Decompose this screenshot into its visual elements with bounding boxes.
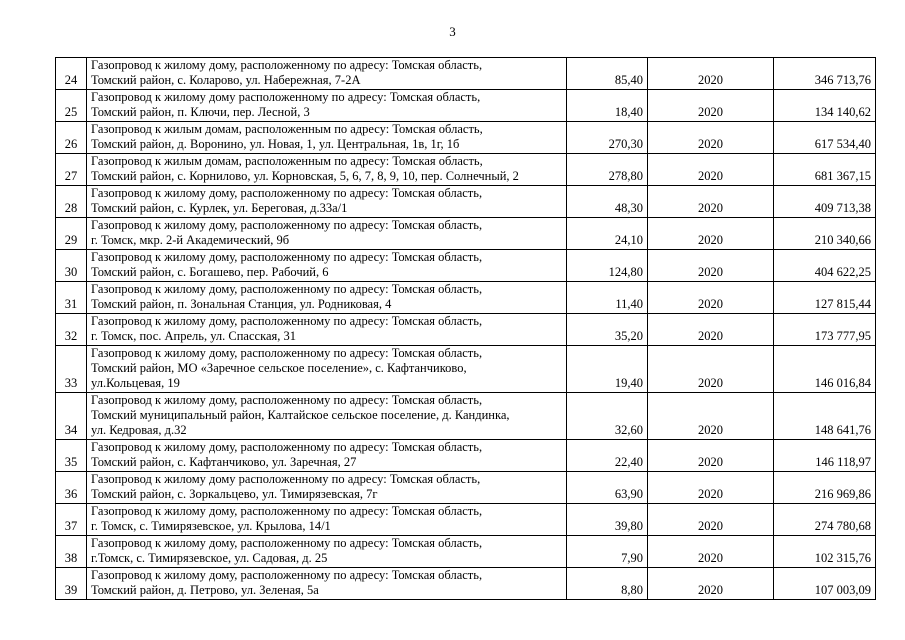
row-number: 27 bbox=[56, 154, 87, 186]
cost-value: 102 315,76 bbox=[774, 536, 876, 568]
row-number: 39 bbox=[56, 568, 87, 600]
cost-value: 173 777,95 bbox=[774, 314, 876, 346]
table-row bbox=[56, 536, 876, 568]
object-name: Газопровод к жилому дому расположенному по адресу: Томская область, Томский район, п. Ключи, пер. Лесной, 3 bbox=[87, 90, 567, 122]
year-value: 2020 bbox=[648, 58, 774, 90]
row-number: 25 bbox=[56, 90, 87, 122]
cost-value: 146 118,97 bbox=[774, 440, 876, 472]
length-value: 32,60 bbox=[567, 393, 648, 440]
year-value: 2020 bbox=[648, 186, 774, 218]
length-value: 19,40 bbox=[567, 346, 648, 393]
row-number: 34 bbox=[56, 393, 87, 440]
property-table bbox=[55, 57, 876, 600]
row-number: 24 bbox=[56, 58, 87, 90]
year-value: 2020 bbox=[648, 472, 774, 504]
year-value: 2020 bbox=[648, 568, 774, 600]
table-row bbox=[56, 346, 876, 393]
row-number: 28 bbox=[56, 186, 87, 218]
cost-value: 210 340,66 bbox=[774, 218, 876, 250]
table-row bbox=[56, 282, 876, 314]
year-value: 2020 bbox=[648, 346, 774, 393]
year-value: 2020 bbox=[648, 504, 774, 536]
cost-value: 409 713,38 bbox=[774, 186, 876, 218]
length-value: 63,90 bbox=[567, 472, 648, 504]
object-name: Газопровод к жилому дому, расположенному по адресу: Томская область, Томский муниципальный район, Калтайское сельское поселение, д. Кандинка, ул. Кедровая, д.32 bbox=[87, 393, 567, 440]
row-number: 37 bbox=[56, 504, 87, 536]
table-row bbox=[56, 58, 876, 90]
year-value: 2020 bbox=[648, 440, 774, 472]
cost-value: 127 815,44 bbox=[774, 282, 876, 314]
length-value: 48,30 bbox=[567, 186, 648, 218]
cost-value: 617 534,40 bbox=[774, 122, 876, 154]
length-value: 124,80 bbox=[567, 250, 648, 282]
object-name: Газопровод к жилому дому, расположенному по адресу: Томская область, Томский район, с. Богашево, пер. Рабочий, 6 bbox=[87, 250, 567, 282]
object-name: Газопровод к жилому дому, расположенному по адресу: Томская область, Томский район, д. Петрово, ул. Зеленая, 5а bbox=[87, 568, 567, 600]
table-row bbox=[56, 393, 876, 440]
length-value: 8,80 bbox=[567, 568, 648, 600]
table-row bbox=[56, 472, 876, 504]
year-value: 2020 bbox=[648, 90, 774, 122]
year-value: 2020 bbox=[648, 218, 774, 250]
length-value: 22,40 bbox=[567, 440, 648, 472]
object-name: Газопровод к жилым домам, расположенным по адресу: Томская область, Томский район, с. Корнилово, ул. Корновская, 5, 6, 7, 8, 9, 10, пер. Солнечный, 2 bbox=[87, 154, 567, 186]
table-row bbox=[56, 90, 876, 122]
cost-value: 346 713,76 bbox=[774, 58, 876, 90]
object-name: Газопровод к жилому дому, расположенному по адресу: Томская область, Томский район, МО «Заречное сельское поселение», с. Кафтанчиково, ул.Кольцевая, 19 bbox=[87, 346, 567, 393]
object-name: Газопровод к жилому дому, расположенному по адресу: Томская область, г.Томск, с. Тимирязевское, ул. Садовая, д. 25 bbox=[87, 536, 567, 568]
length-value: 18,40 bbox=[567, 90, 648, 122]
row-number: 29 bbox=[56, 218, 87, 250]
row-number: 35 bbox=[56, 440, 87, 472]
table-row bbox=[56, 122, 876, 154]
object-name: Газопровод к жилому дому, расположенному по адресу: Томская область, г. Томск, пос. Апрель, ул. Спасская, 31 bbox=[87, 314, 567, 346]
length-value: 39,80 bbox=[567, 504, 648, 536]
table-row bbox=[56, 568, 876, 600]
year-value: 2020 bbox=[648, 536, 774, 568]
table-row bbox=[56, 154, 876, 186]
object-name: Газопровод к жилому дому, расположенному по адресу: Томская область, г. Томск, мкр. 2-й Академический, 9б bbox=[87, 218, 567, 250]
length-value: 24,10 bbox=[567, 218, 648, 250]
cost-value: 148 641,76 bbox=[774, 393, 876, 440]
table-row bbox=[56, 186, 876, 218]
object-name: Газопровод к жилому дому, расположенному по адресу: Томская область, Томский район, с. Курлек, ул. Береговая, д.33а/1 bbox=[87, 186, 567, 218]
cost-value: 404 622,25 bbox=[774, 250, 876, 282]
cost-value: 216 969,86 bbox=[774, 472, 876, 504]
year-value: 2020 bbox=[648, 122, 774, 154]
cost-value: 107 003,09 bbox=[774, 568, 876, 600]
table-row bbox=[56, 218, 876, 250]
page-number: 3 bbox=[449, 24, 456, 39]
table-row bbox=[56, 314, 876, 346]
object-name: Газопровод к жилому дому, расположенному по адресу: Томская область, Томский район, п. Зональная Станция, ул. Родниковая, 4 bbox=[87, 282, 567, 314]
row-number: 33 bbox=[56, 346, 87, 393]
year-value: 2020 bbox=[648, 154, 774, 186]
cost-value: 146 016,84 bbox=[774, 346, 876, 393]
year-value: 2020 bbox=[648, 250, 774, 282]
length-value: 278,80 bbox=[567, 154, 648, 186]
table-row bbox=[56, 504, 876, 536]
table-row bbox=[56, 250, 876, 282]
object-name: Газопровод к жилым домам, расположенным по адресу: Томская область, Томский район, д. Воронино, ул. Новая, 1, ул. Центральная, 1в, 1г, 1б bbox=[87, 122, 567, 154]
row-number: 32 bbox=[56, 314, 87, 346]
length-value: 35,20 bbox=[567, 314, 648, 346]
table-body bbox=[56, 58, 876, 600]
row-number: 36 bbox=[56, 472, 87, 504]
length-value: 270,30 bbox=[567, 122, 648, 154]
cost-value: 134 140,62 bbox=[774, 90, 876, 122]
length-value: 11,40 bbox=[567, 282, 648, 314]
row-number: 31 bbox=[56, 282, 87, 314]
cost-value: 274 780,68 bbox=[774, 504, 876, 536]
year-value: 2020 bbox=[648, 314, 774, 346]
year-value: 2020 bbox=[648, 393, 774, 440]
length-value: 85,40 bbox=[567, 58, 648, 90]
length-value: 7,90 bbox=[567, 536, 648, 568]
cost-value: 681 367,15 bbox=[774, 154, 876, 186]
object-name: Газопровод к жилому дому, расположенному по адресу: Томская область, Томский район, с. Кафтанчиково, ул. Заречная, 27 bbox=[87, 440, 567, 472]
table-row bbox=[56, 440, 876, 472]
row-number: 26 bbox=[56, 122, 87, 154]
year-value: 2020 bbox=[648, 282, 774, 314]
object-name: Газопровод к жилому дому, расположенному по адресу: Томская область, г. Томск, с. Тимирязевское, ул. Крылова, 14/1 bbox=[87, 504, 567, 536]
object-name: Газопровод к жилому дому, расположенному по адресу: Томская область, Томский район, с. Коларово, ул. Набережная, 7-2А bbox=[87, 58, 567, 90]
object-name: Газопровод к жилому дому расположенному по адресу: Томская область, Томский район, с. Зоркальцево, ул. Тимирязевская, 7г bbox=[87, 472, 567, 504]
row-number: 30 bbox=[56, 250, 87, 282]
row-number: 38 bbox=[56, 536, 87, 568]
